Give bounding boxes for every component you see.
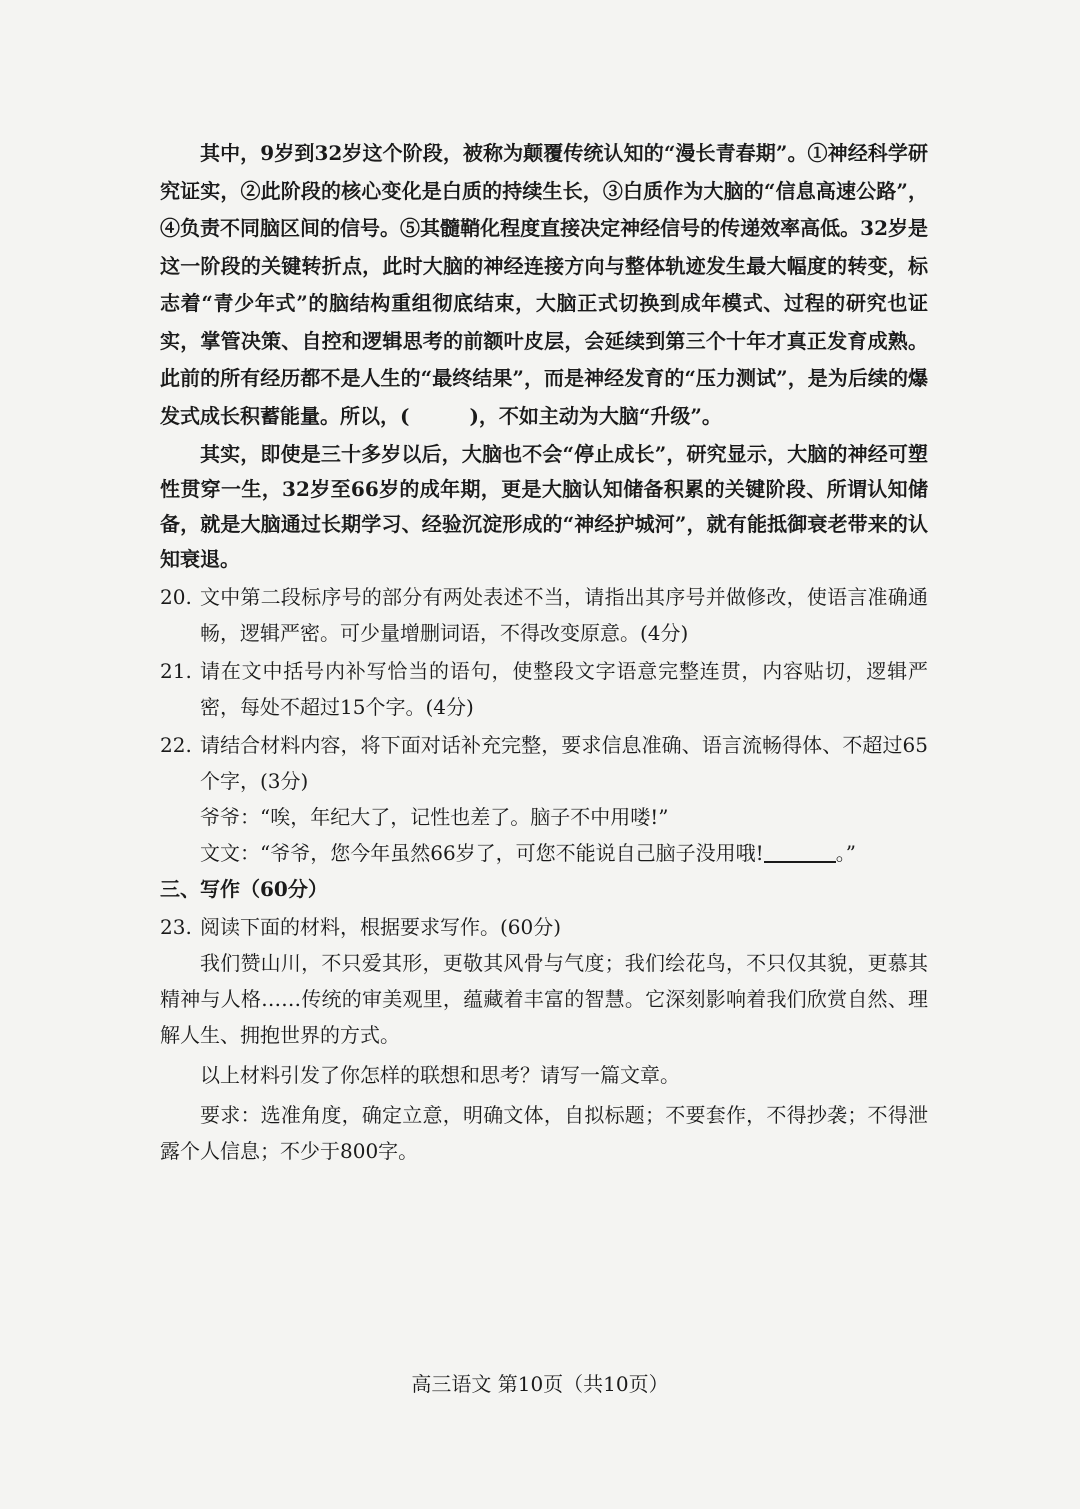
question-number: 20. — [160, 585, 192, 609]
page-footer: 高三语文 第10页（共10页） — [411, 1372, 669, 1396]
question-21 — [160, 653, 928, 725]
question-text: 文中第二段标序号的部分有两处表述不当，请指出其序号并做修改，使语言准确通畅，逻辑严密。可少量增删词语，不得改变原意。(4分) — [200, 585, 928, 645]
answer-blank — [764, 841, 836, 863]
section-writing-heading: 三、写作（60分） — [160, 877, 328, 901]
question-22 — [160, 727, 928, 799]
passage-paragraph-1: 其中，9岁到32岁这个阶段，被称为颠覆传统认知的“漫长青春期”。①神经科学研究证实，②此阶段的核心变化是白质的持续生长，③白质作为大脑的“信息高速公路”，④负责不同脑区间的信号。⑤其髓鞘化程度直接决定神经信号的传递效率高低。32岁是这一阶段的关键转折点，此时大脑的神经连接方向与整体轨迹发生最大幅度的转变，标志着“青少年式”的脑结构重组彻底结束，大脑正式切换到成年模式、过程的研究也证实，掌管决策、自控和逻辑思考的前额叶皮层，会延续到第三个十年才真正发育成熟。此前的所有经历都不是人生的“最终结果”，而是神经发育的“压力测试”，是为后续的爆发式成长积蓄能量。所以，( )，不如主动为大脑“升级”。 — [160, 141, 928, 428]
dialog-grandpa: 爷爷：“唉，年纪大了，记性也差了。脑子不中用喽!” — [200, 805, 669, 829]
dialog-wenwen-end: 。” — [835, 841, 856, 865]
question-number: 22. — [160, 733, 192, 757]
writing-material: 我们赞山川，不只爱其形，更敬其风骨与气度；我们绘花鸟，不只仅其貌，更慕其精神与人格……传统的审美观里，蕴藏着丰富的智慧。它深刻影响着我们欣赏自然、理解人生、拥抱世界的方式。 — [160, 951, 928, 1047]
page-content — [160, 135, 928, 1169]
question-text: 请在文中括号内补写恰当的语句，使整段文字语意完整连贯，内容贴切，逻辑严密，每处不超过15个字。(4分) — [200, 659, 928, 719]
dialog-wenwen — [200, 835, 928, 871]
writing-requirements: 要求：选准角度，确定立意，明确文体，自拟标题；不要套作，不得抄袭；不得泄露个人信息；不少于800字。 — [160, 1103, 928, 1163]
writing-prompt: 以上材料引发了你怎样的联想和思考？请写一篇文章。 — [200, 1063, 680, 1087]
question-20 — [160, 579, 928, 651]
question-number: 23. — [160, 915, 192, 939]
question-number: 21. — [160, 659, 192, 683]
question-23 — [160, 909, 928, 945]
question-text: 阅读下面的材料，根据要求写作。(60分) — [200, 915, 562, 939]
passage-paragraph-2: 其实，即使是三十多岁以后，大脑也不会“停止成长”，研究显示，大脑的神经可塑性贯穿一生，32岁至66岁的成年期，更是大脑认知储备积累的关键阶段、所谓认知储备，就是大脑通过长期学习、经验沉淀形成的“神经护城河”，就有能抵御衰老带来的认知衰退。 — [160, 442, 928, 571]
dialog-wenwen-text: 文文：“爷爷，您今年虽然66岁了，可您不能说自己脑子没用哦! — [200, 841, 764, 865]
question-text: 请结合材料内容，将下面对话补充完整，要求信息准确、语言流畅得体、不超过65个字，(3分) — [200, 733, 928, 793]
